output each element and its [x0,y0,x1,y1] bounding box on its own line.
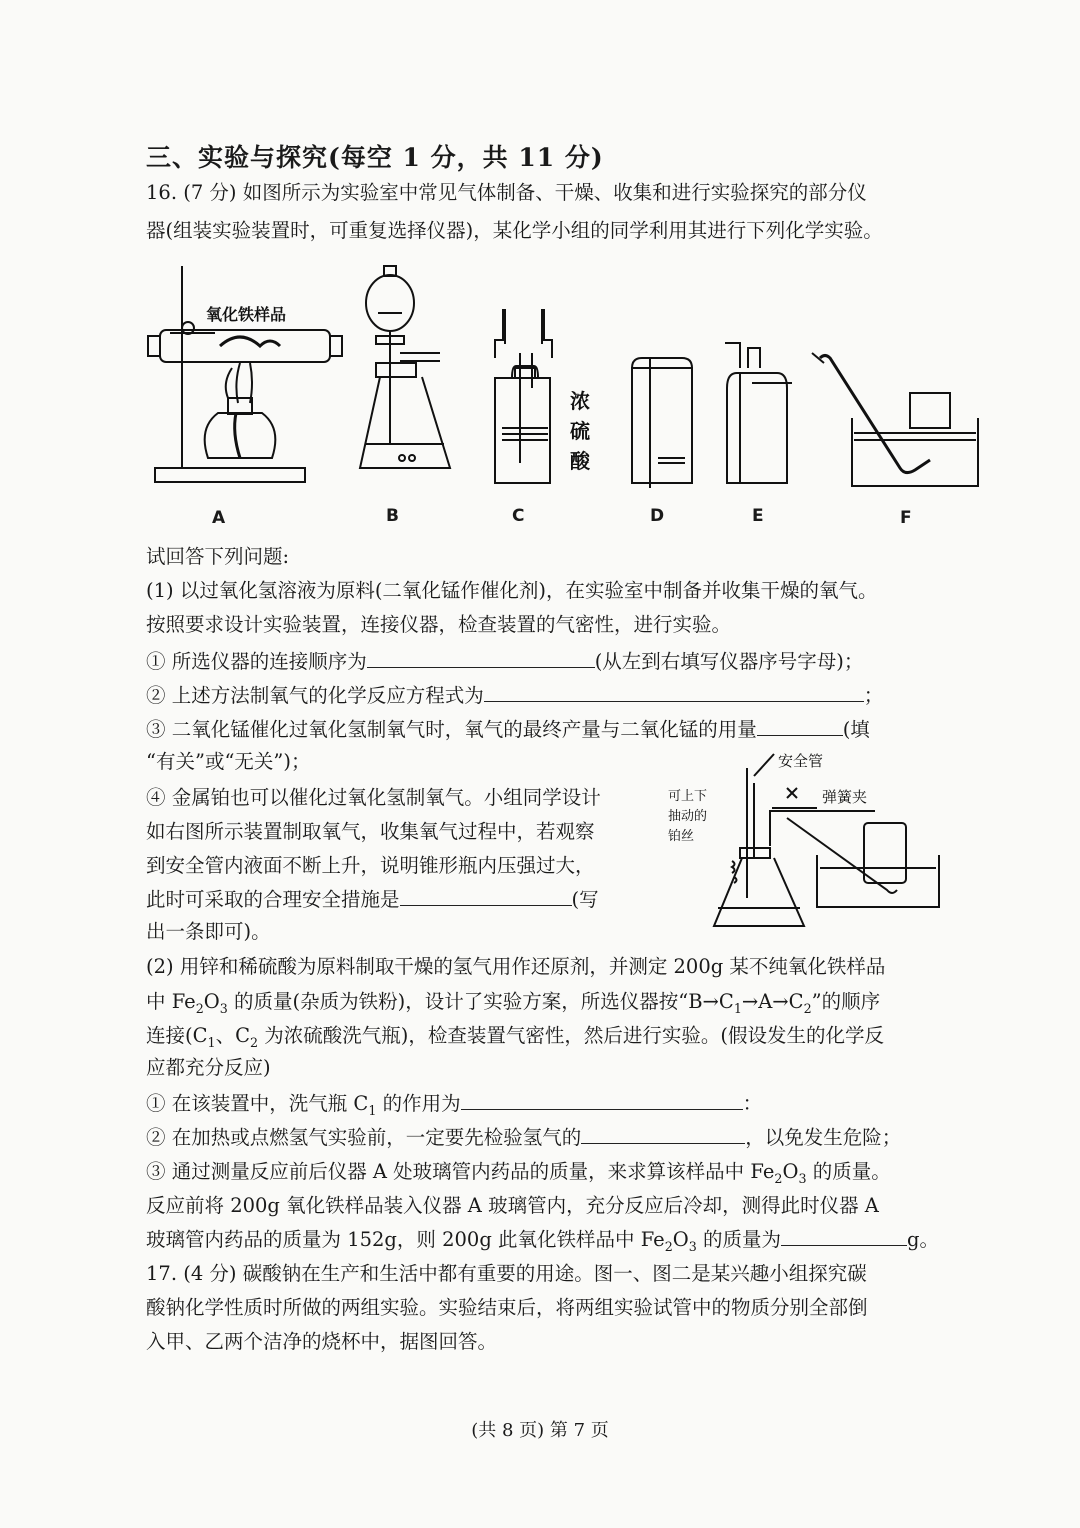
apparatus-b-drawing [360,266,450,468]
q16-p2-q1: ① 在该装置中，洗气瓶 $C_1$ 的作用为 ： [146,1088,762,1118]
q16-p1-q4-line5: 出一条即可)。 [146,920,271,943]
answer-blank-equation[interactable] [484,681,864,702]
q16-p2-q2: ② 在加热或点燃氢气实验前，一定要先检验氢气的 ，以免发生危险； [146,1122,901,1150]
q16-p2-q3-line1: ③ 通过测量反应前后仪器 A 处玻璃管内药品的质量，来求算该样品中 $Fe_2O_3$ 的质量。 [146,1160,891,1186]
q16-p2-q3-line3: 玻璃管内药品的质量为 152g，则 200g 此氧化铁样品中 $Fe_2O_3$ 的质量为 g。 [146,1224,939,1254]
q16-p1-line2: 按照要求设计实验装置，连接仪器，检查装置的气密性，进行实验。 [146,613,732,636]
section-title: 三、实验与探究(每空 1 分，共 11 分) [146,143,604,172]
q16-p1-q3-options: “有关”或“无关”)； [146,750,311,773]
apparatus-label-f: F [900,508,912,528]
q16-p1-q4-line2: 如右图所示装置制取氧气，收集氧气过程中，若观察 [146,820,595,843]
q16-p1-line1: (1) 以过氧化氢溶液为原料(二氧化锰作催化剂)，在实验室中制备并收集干燥的氧气。 [146,579,878,602]
apparatus-label-c: C [512,506,525,526]
q16-p1-q1: ① 所选仪器的连接顺序为 (从左到右填写仪器序号字母)； [146,646,863,674]
answer-blank-safety-measure[interactable] [400,885,572,906]
q16-p2-line4: 应都充分反应) [146,1056,271,1079]
q16-p1-q2: ② 上述方法制氧气的化学反应方程式为 ； [146,680,883,708]
answer-blank-connection-order[interactable] [367,647,595,668]
q16-p2-line1: (2) 用锌和稀硫酸为原料制取干燥的氢气用作还原剂，并测定 200g 某不纯氧化铁样品 [146,955,886,978]
q17-line2: 酸钠化学性质时所做的两组实验。实验结束后，将两组实验试管中的物质分别全部倒 [146,1296,868,1319]
q16-prompt: 试回答下列问题: [146,545,290,568]
apparatus-figure [140,258,990,498]
q16-p1-q4-line3: 到安全管内液面不断上升，说明锥形瓶内压强过大， [146,854,595,877]
fig2-label-spring-clip: 弹簧夹 [822,788,868,806]
apparatus-d-drawing [632,358,692,488]
page-footer: (共 8 页) 第 7 页 [471,1420,609,1441]
fig2-label-pt-1: 可上下 [668,789,708,804]
platinum-apparatus-figure [662,748,952,938]
fig2-label-safety-tube: 安全管 [778,752,824,770]
apparatus-label-e: E [752,506,764,526]
apparatus-c-drawing [495,310,552,483]
q16-p2-q3-line2: 反应前将 200g 氧化铁样品装入仪器 A 玻璃管内，充分反应后冷却，测得此时仪器 A [146,1194,879,1217]
apparatus-label-b: B [386,506,399,526]
q16-p1-q4-line4: 此时可采取的合理安全措施是 (写 [146,884,599,912]
fig2-label-pt-2: 抽动的 [668,809,708,824]
q16-intro-2: 器(组装实验装置时，可重复选择仪器)，某化学小组的同学利用其进行下列化学实验。 [146,219,883,242]
q16-p2-line2: 中 $Fe_2O_3$ 的质量(杂质为铁粉)，设计了实验方案，所选仪器按“$B\to C_1\to A\to C_2$”的顺序 [146,990,881,1016]
label-acid-3: 酸 [570,449,590,473]
apparatus-label-a: A [212,508,226,528]
q17-line3: 入甲、乙两个洁净的烧杯中，据图回答。 [146,1330,498,1353]
answer-blank-mno2-amount[interactable] [757,715,843,736]
apparatus-f-drawing [812,353,978,486]
label-acid-2: 硫 [570,419,590,443]
label-acid-1: 浓 [570,389,590,413]
q16-p2-line3: 连接($C_1$、$C_2$ 为浓硫酸洗气瓶)，检查装置气密性，然后进行实验。(假设发生的化学反 [146,1024,884,1050]
q16-p1-q4-line1: ④ 金属铂也可以催化过氧化氢制氧气。小组同学设计 [146,786,601,809]
apparatus-a-drawing [148,266,342,482]
q16-intro-1: 16. (7 分) 如图所示为实验室中常见气体制备、干燥、收集和进行实验探究的部分仪 [146,181,867,204]
answer-blank-hydrogen-check[interactable] [581,1123,745,1144]
fig2-label-pt-3: 铂丝 [668,829,695,844]
q16-p1-q3: ③ 二氧化锰催化过氧化氢制氧气时，氧气的最终产量与二氧化锰的用量 (填 [146,714,870,742]
answer-blank-c1-function[interactable] [461,1089,743,1110]
answer-blank-fe2o3-mass[interactable] [781,1225,907,1246]
q17-line1: 17. (4 分) 碳酸钠在生产和生活中都有重要的用途。图一、图二是某兴趣小组探究碳 [146,1262,867,1285]
label-sample: 氧化铁样品 [206,305,287,324]
apparatus-label-d: D [650,506,665,526]
apparatus-e-drawing [725,343,792,483]
